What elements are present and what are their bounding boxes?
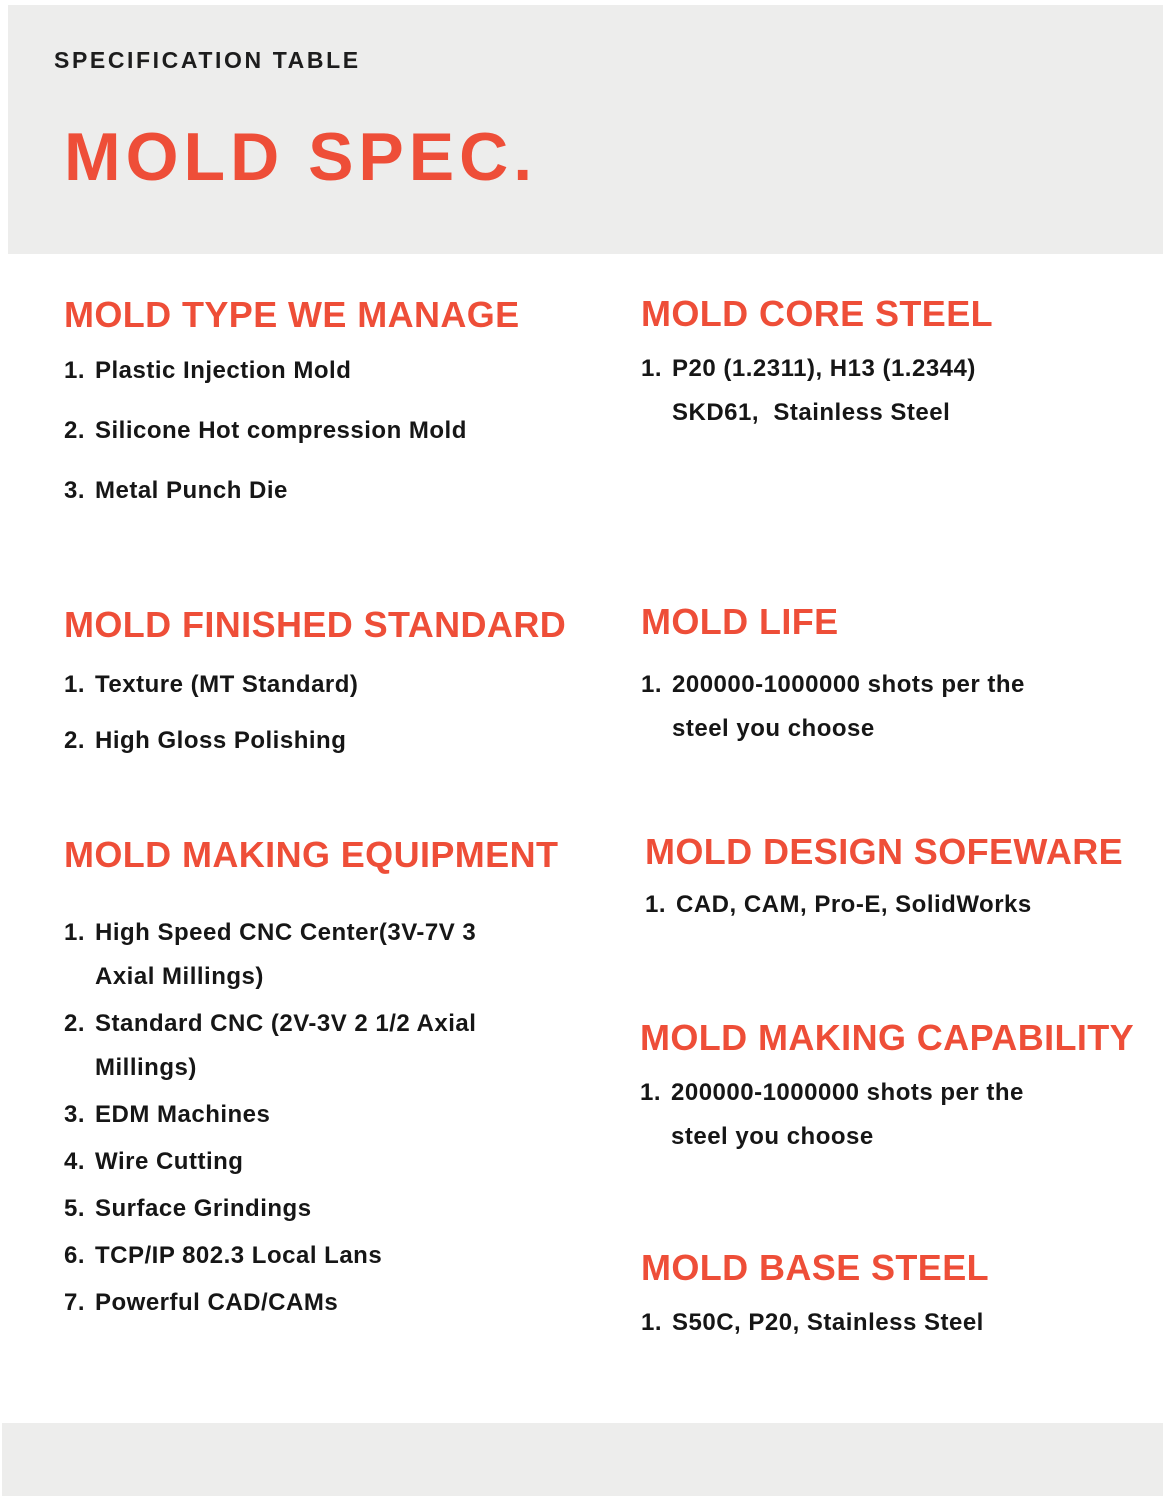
item-line: Surface Grindings	[95, 1195, 312, 1222]
list-item	[645, 883, 1123, 927]
list-item	[64, 719, 566, 763]
item-number: 2.	[64, 1010, 86, 1037]
item-line: High Speed CNC Center(3V-7V 3	[95, 919, 477, 946]
list-item	[64, 1281, 558, 1325]
item-line: CAD, CAM, Pro-E, SolidWorks	[676, 891, 1032, 918]
item-number: 1.	[641, 671, 663, 698]
list-item	[64, 469, 520, 513]
item-line: 200000-1000000 shots per the	[671, 1079, 1024, 1106]
item-line: SKD61, Stainless Steel	[672, 399, 951, 426]
item-number: 1.	[64, 357, 86, 384]
section-heading: MOLD FINISHED STANDARD	[64, 604, 567, 645]
item-line: Millings)	[95, 1054, 197, 1081]
list-item	[64, 1234, 558, 1278]
section-heading: MOLD MAKING CAPABILITY	[640, 1017, 1135, 1058]
item-line: Plastic Injection Mold	[95, 357, 352, 384]
item-number: 1.	[641, 355, 663, 382]
section-mold-making-capability	[640, 1018, 1134, 1159]
section-heading: MOLD DESIGN SOFEWARE	[645, 831, 1124, 872]
item-line: steel you choose	[672, 715, 875, 742]
item-number: 1.	[64, 919, 86, 946]
item-line: High Gloss Polishing	[95, 727, 347, 754]
item-number: 2.	[64, 727, 86, 754]
item-line: Axial Millings)	[95, 963, 264, 990]
list-item	[64, 1187, 558, 1231]
section-heading: MOLD TYPE WE MANAGE	[64, 294, 520, 335]
item-number: 3.	[64, 477, 86, 504]
item-number: 2.	[64, 417, 86, 444]
list-item	[64, 1093, 558, 1137]
item-number: 6.	[64, 1242, 86, 1269]
item-line: Wire Cutting	[95, 1148, 244, 1175]
item-line: Texture (MT Standard)	[95, 671, 359, 698]
item-number: 4.	[64, 1148, 86, 1175]
list-item	[641, 347, 993, 435]
item-number: 3.	[64, 1101, 86, 1128]
list-item	[641, 1301, 989, 1345]
list-item	[64, 911, 558, 999]
item-number: 5.	[64, 1195, 86, 1222]
item-line: 200000-1000000 shots per the	[672, 671, 1025, 698]
section-mold-design-sofeware	[645, 832, 1123, 927]
section-mold-base-steel	[641, 1248, 989, 1345]
item-line: TCP/IP 802.3 Local Lans	[95, 1242, 383, 1269]
list-item	[64, 663, 566, 707]
list-item	[64, 1140, 558, 1184]
item-number: 1.	[641, 1309, 663, 1336]
list-item	[641, 663, 1025, 751]
list-item	[64, 349, 520, 393]
item-number: 1.	[645, 891, 667, 918]
section-heading: MOLD CORE STEEL	[641, 293, 994, 334]
item-line: Metal Punch Die	[95, 477, 288, 504]
list-item	[64, 409, 520, 453]
item-line: P20 (1.2311), H13 (1.2344)	[672, 355, 976, 382]
footer-band	[2, 1423, 1163, 1496]
section-heading: MOLD LIFE	[641, 601, 839, 642]
item-line: Powerful CAD/CAMs	[95, 1289, 339, 1316]
section-heading: MOLD BASE STEEL	[641, 1247, 990, 1288]
item-line: EDM Machines	[95, 1101, 271, 1128]
item-line: S50C, P20, Stainless Steel	[672, 1309, 984, 1336]
item-line: Standard CNC (2V-3V 2 1/2 Axial	[95, 1010, 477, 1037]
section-mold-type-we-manage	[64, 295, 520, 529]
section-mold-core-steel	[641, 294, 993, 435]
item-line: steel you choose	[671, 1123, 874, 1150]
item-number: 7.	[64, 1289, 86, 1316]
page-title: MOLD SPEC.	[64, 119, 538, 195]
section-mold-finished-standard	[64, 605, 566, 775]
item-number: 1.	[64, 671, 86, 698]
item-line: Silicone Hot compression Mold	[95, 417, 467, 444]
section-mold-life	[641, 602, 1025, 751]
eyebrow-label: SPECIFICATION TABLE	[54, 47, 361, 73]
list-item	[640, 1071, 1134, 1159]
section-heading: MOLD MAKING EQUIPMENT	[64, 834, 559, 875]
item-number: 1.	[640, 1079, 662, 1106]
section-mold-making-equipment	[64, 835, 558, 1328]
list-item	[64, 1002, 558, 1090]
